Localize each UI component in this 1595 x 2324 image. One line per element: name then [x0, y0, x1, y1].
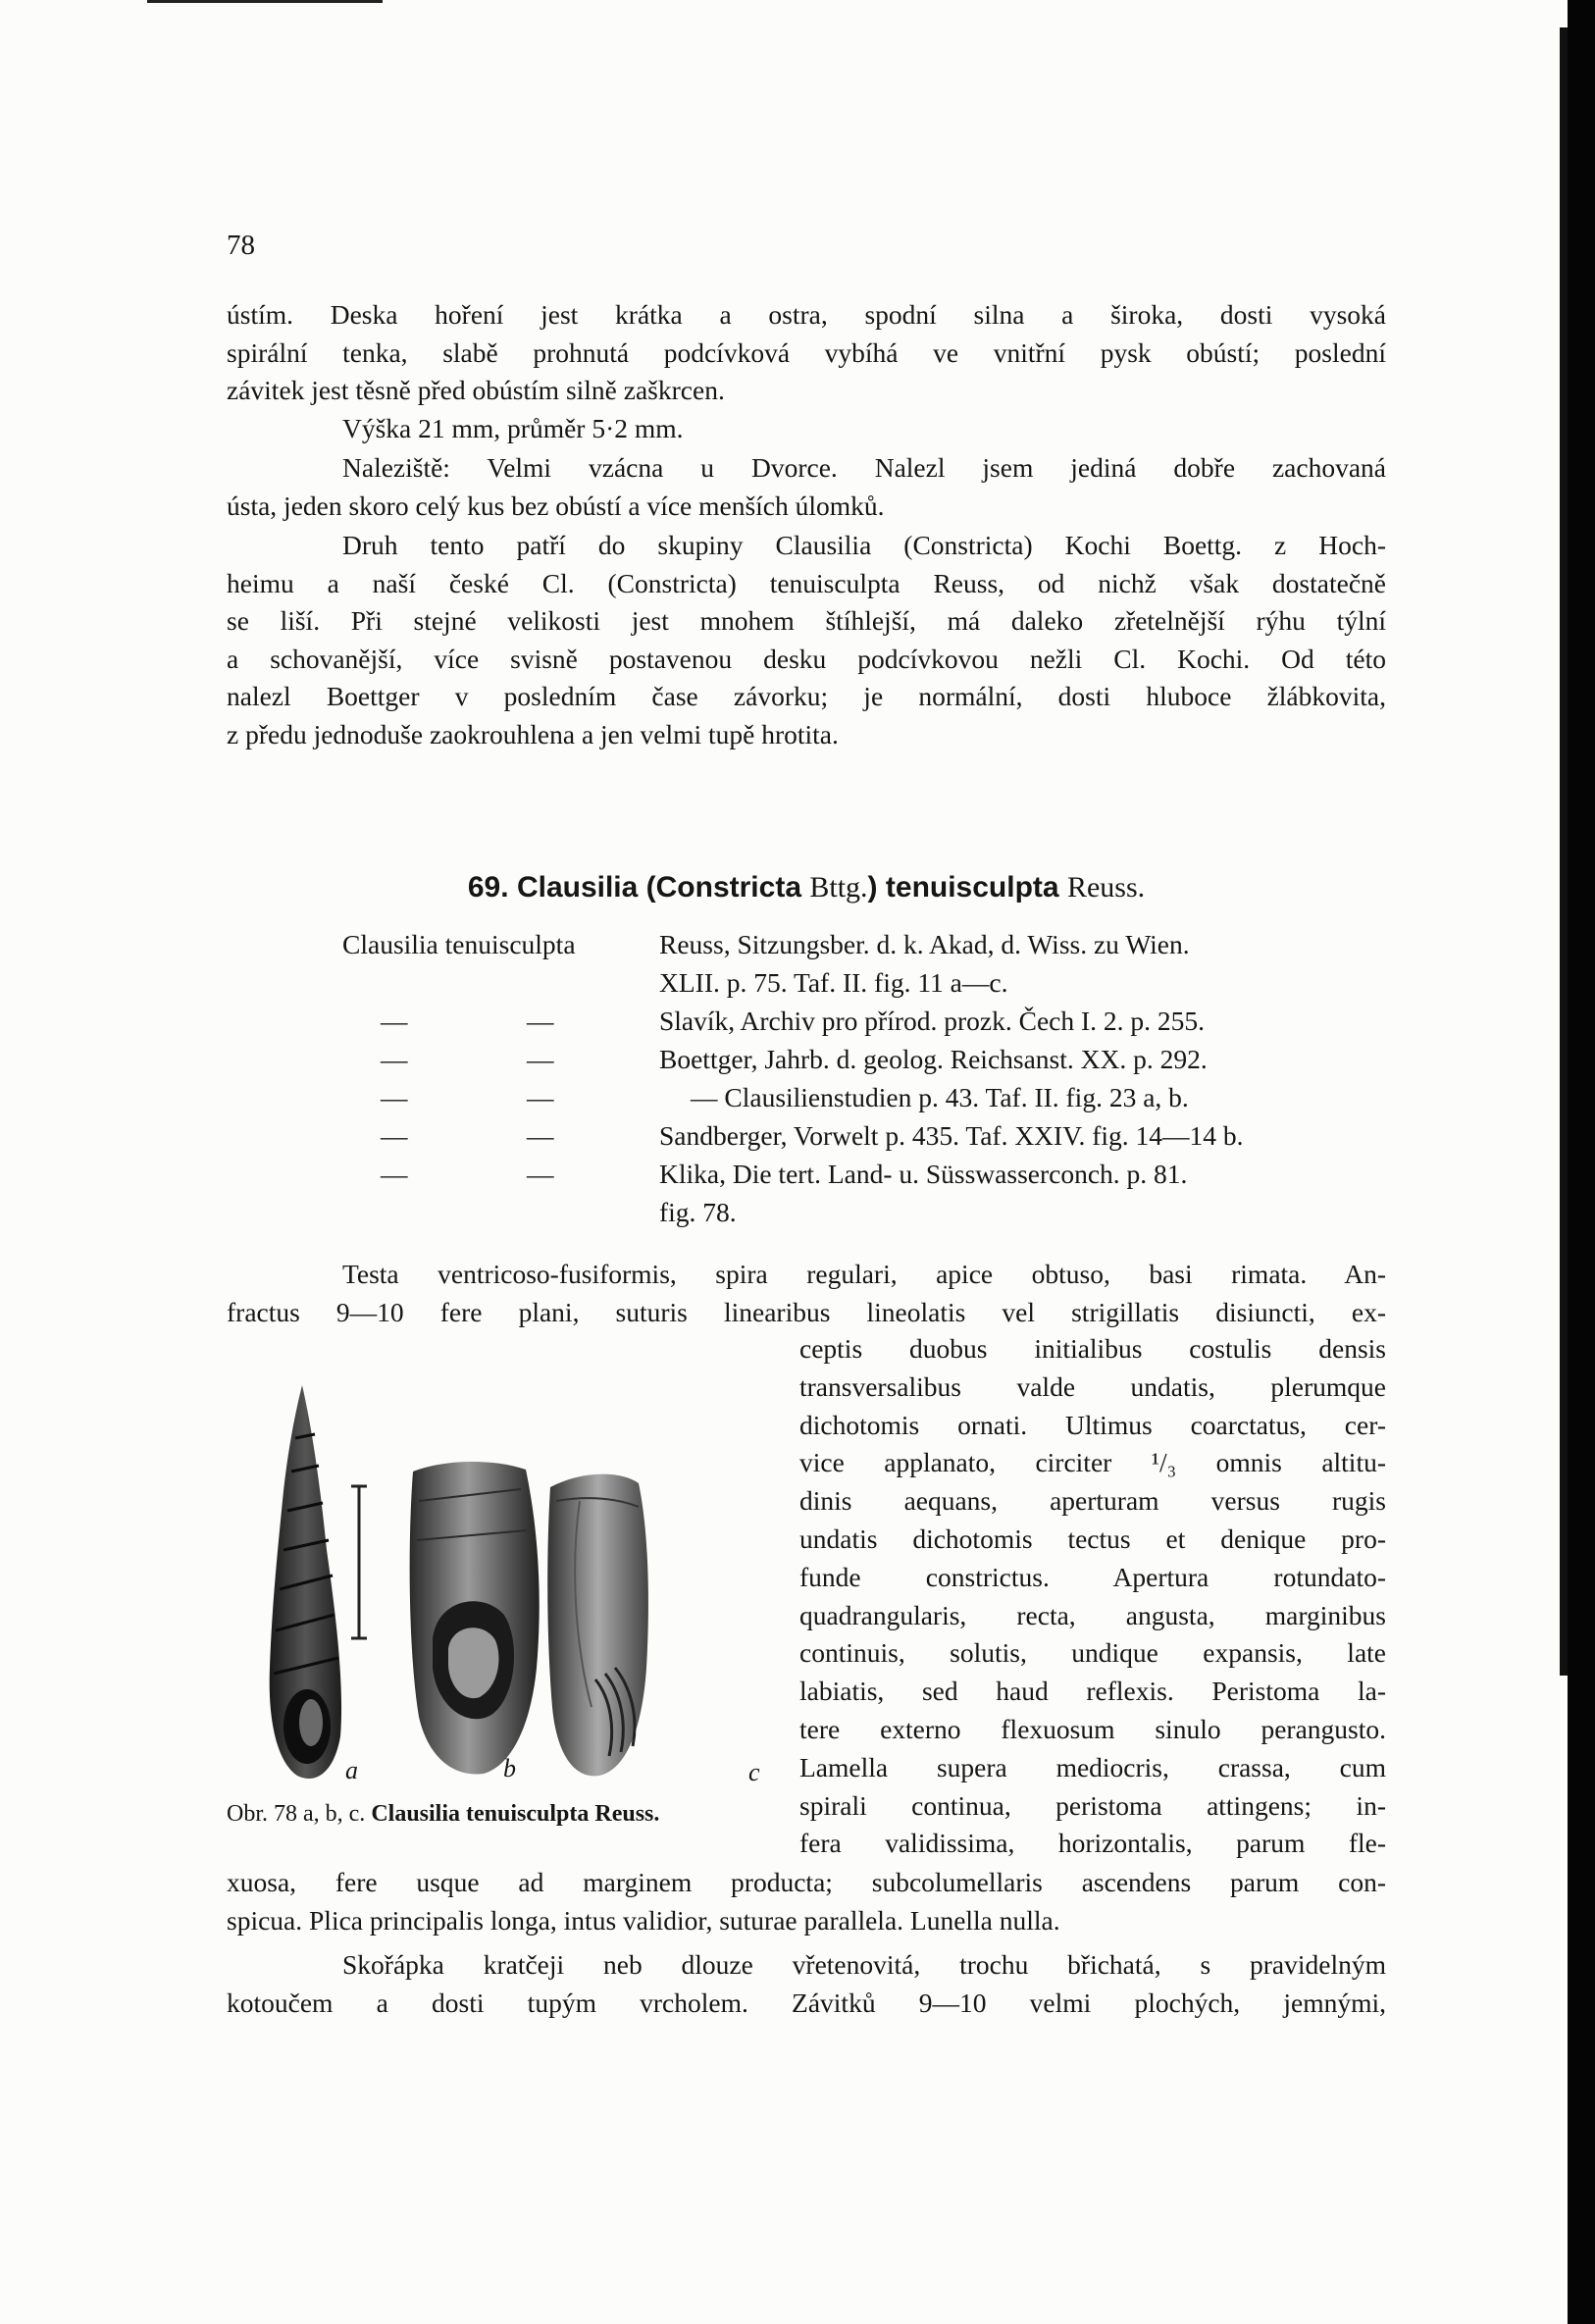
species-genus: Clausilia (Constricta	[516, 871, 802, 904]
page-number: 78	[227, 230, 255, 261]
ditto-dash: —	[527, 1082, 554, 1112]
text-line: quadrangularis, recta, angusta, marginibus	[799, 1599, 1386, 1630]
species-subgenus-author: Bttg.	[809, 871, 868, 904]
text-line: continuis, solutis, undique expansis, late	[799, 1637, 1386, 1669]
text-line: závitek jest těsně před obústím silně zaškrcen.	[227, 375, 725, 405]
top-text	[227, 296, 1386, 753]
text-line: fractus 9—10 fere plani, suturis linearibus lineolatis vel strigillatis disiuncti, ex-	[227, 1296, 1386, 1327]
latin-intro	[227, 1256, 1386, 1332]
species-epithet: tenuisculpta	[885, 871, 1059, 904]
ditto-dash: —	[381, 1082, 408, 1112]
text-line: dichotomis ornati. Ultimus coarctatus, cer-	[799, 1409, 1386, 1440]
ditto-dash: —	[527, 1159, 554, 1189]
figure-label-c: c	[748, 1758, 760, 1786]
synonymy-ref: Klika, Die tert. Land- u. Süsswasserconch. p. 81.	[659, 1159, 1188, 1189]
shell-b-illustration	[410, 1462, 540, 1775]
latin-wrapped	[799, 1330, 1386, 1863]
paragraph	[227, 527, 1386, 753]
species-heading	[227, 871, 1386, 904]
caption-prefix: Obr. 78 a, b, c.	[227, 1801, 366, 1827]
text-line: z předu jednoduše zaokrouhlena a jen velmi tupě hrotita.	[227, 718, 839, 749]
scan-border	[1568, 0, 1595, 2324]
ditto-dash: —	[381, 1006, 408, 1036]
synonymy-ref: Reuss, Sitzungsber. d. k. Akad, d. Wiss. zu Wien.	[659, 929, 1190, 959]
text-line: tere externo flexuosum sinulo perangusto.	[799, 1713, 1386, 1744]
text-line: ceptis duobus initialibus costulis densis	[799, 1333, 1386, 1364]
text-line: vice applanato, circiter ¹/₃ omnis altitu-	[799, 1447, 1386, 1478]
shell-c-illustration	[547, 1474, 648, 1777]
text-line: Lamella supera mediocris, crassa, cum	[799, 1751, 1386, 1782]
figure-label-a: a	[345, 1756, 358, 1784]
text-line: heimu a naší české Cl. (Constricta) tenuisculpta Reuss, od nichž však dostatečně	[227, 567, 1386, 598]
text-line: a schovanější, více svisně postavenou desku podcívkovou nežli Cl. Kochi. Od této	[227, 643, 1386, 674]
ditto-dash: —	[381, 1044, 408, 1074]
paragraph	[227, 449, 1386, 525]
caption-title: Clausilia tenuisculpta Reuss.	[371, 1801, 660, 1827]
text-line: kotoučem a dosti tupým vrcholem. Závitků 9—10 velmi plochých, jemnými,	[227, 1987, 1386, 2018]
ditto-dash: —	[527, 1044, 554, 1074]
text-line: ústa, jeden skoro celý kus bez obústí a více menších úlomků.	[227, 490, 885, 521]
text-line: spirální tenka, slabě prohnutá podcívková vybíhá ve vnitřní pysk obústí; poslední	[227, 336, 1386, 368]
synonymy-ref: Slavík, Archiv pro přírod. prozk. Čech I. 2. p. 255.	[659, 1006, 1206, 1036]
text-line: spicua. Plica principalis longa, intus validior, suturae parallela. Lunella nulla.	[227, 1904, 1060, 1936]
ditto-dash: —	[527, 1120, 554, 1151]
text-line: Druh tento patří do skupiny Clausilia (Constricta) Kochi Boettg. z Hoch-	[342, 530, 1386, 560]
species-paren: )	[867, 871, 878, 904]
czech-tail	[227, 1946, 1386, 2023]
figure-caption	[227, 1801, 659, 1828]
synonymy-ref: Sandberger, Vorwelt p. 435. Taf. XXIV. fig. 14—14 b.	[659, 1120, 1244, 1151]
figure-label-b: b	[503, 1754, 516, 1782]
synonymy-name: Clausilia tenuisculpta	[342, 929, 576, 959]
text-line: fera validissima, horizontalis, parum fle-	[799, 1828, 1386, 1859]
scan-border	[147, 0, 383, 3]
shell-a-illustration	[270, 1385, 341, 1779]
species-number: 69.	[467, 871, 509, 904]
text-line: dinis aequans, aperturam versus rugis	[799, 1485, 1386, 1517]
text-line: Skořápka kratčeji neb dlouze vřetenovitá, trochu břichatá, s pravidelným	[342, 1949, 1386, 1980]
text-line: undatis dichotomis tectus et denique pro-	[799, 1523, 1386, 1554]
synonymy-ref: — Clausilienstudien p. 43. Taf. II. fig. 23 a, b.	[691, 1082, 1189, 1112]
text-line: spirali continua, peristoma attingens; in-	[799, 1789, 1386, 1821]
ditto-dash: —	[381, 1159, 408, 1189]
synonymy-ref: Boettger, Jahrb. d. geolog. Reichsanst. XX. p. 292.	[659, 1044, 1208, 1074]
latin-tail	[227, 1864, 1386, 1940]
ditto-dash: —	[381, 1120, 408, 1151]
synonymy-ref: fig. 78.	[659, 1197, 737, 1227]
text-line: nalezl Boettger v posledním čase závorku; je normální, dosti hluboce žlábkovita,	[227, 681, 1386, 711]
text-line: labiatis, sed haud reflexis. Peristoma la-	[799, 1676, 1386, 1707]
text-line: xuosa, fere usque ad marginem producta; subcolumellaris ascendens parum con-	[227, 1867, 1386, 1897]
scale-bar	[351, 1486, 367, 1638]
synonymy-ref: XLII. p. 75. Taf. II. fig. 11 a—c.	[659, 967, 1008, 998]
text-line: ústím. Deska hoření jest krátka a ostra, spodní silna a široka, dosti vysoká	[227, 299, 1386, 330]
text-line: se liší. Při stejné velikosti jest mnohem štíhlejší, má daleko zřetelnější rýhu týlní	[227, 605, 1386, 636]
text-line: transversalibus valde undatis, plerumque	[799, 1370, 1386, 1402]
shell-figure	[227, 1373, 776, 1825]
ditto-dash: —	[527, 1006, 554, 1036]
species-author: Reuss.	[1066, 871, 1146, 904]
text-line: Naleziště: Velmi vzácna u Dvorce. Nalezl jsem jediná dobře zachovaná	[342, 452, 1386, 483]
paragraph	[342, 410, 1386, 448]
paragraph	[227, 296, 1386, 410]
text-line: funde constrictus. Apertura rotundato-	[799, 1561, 1386, 1592]
text-line: Testa ventricoso-fusiformis, spira regulari, apice obtuso, basi rimata. An-	[342, 1259, 1386, 1289]
text-line: Výška 21 mm, průměr 5·2 mm.	[342, 412, 684, 443]
